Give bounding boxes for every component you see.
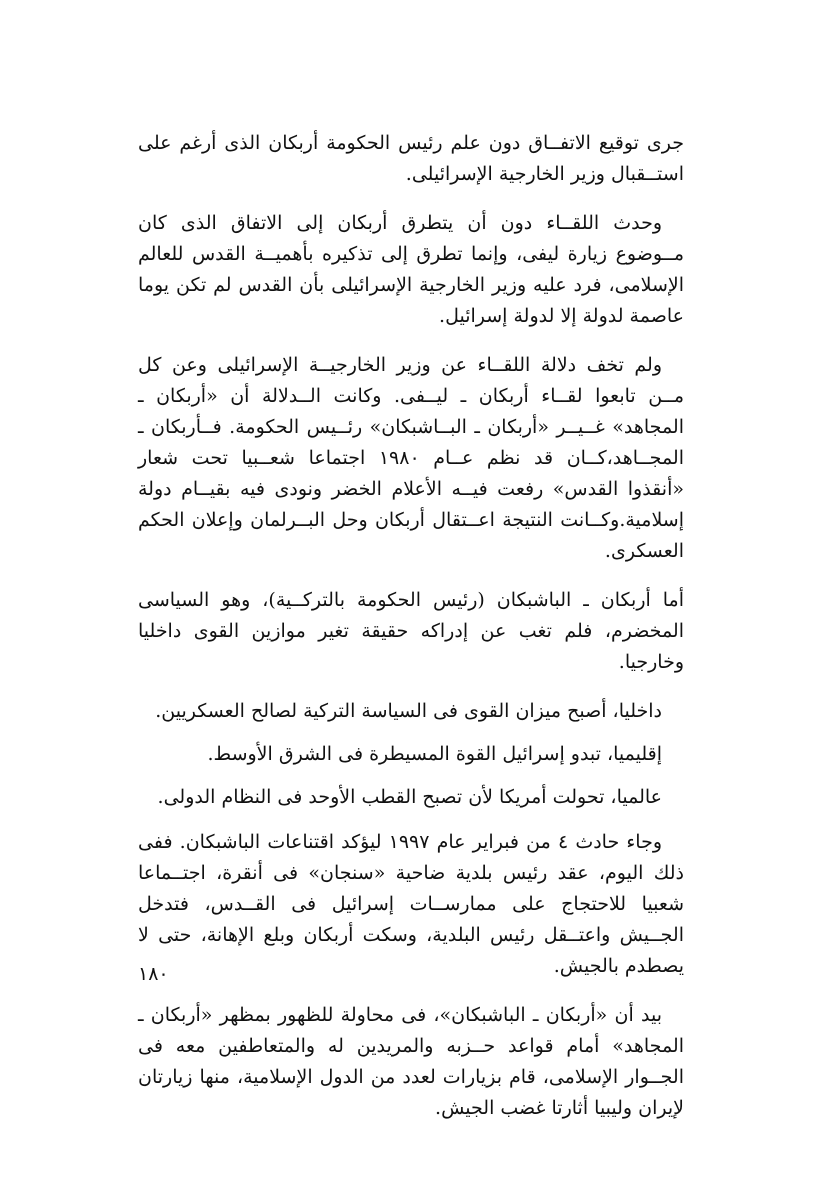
paragraph-5: داخليا، أصبح ميزان القوى فى السياسة التركية لصالح العسكريين. xyxy=(155,700,662,722)
paragraph-8: وجاء حادث ٤ من فبراير عام ١٩٩٧ ليؤكد اقتناعات الباشبكان. ففى ذلك اليوم، عقد رئيس بلدية ضاحية «سنجان» فى أنقرة، اجتــماعا شعبيا للاحتجاج على ممارســات إسرائيل فى القــدس، فتدخل الجــيش واعتــقل رئيس البلدية، وسكت أربكان وبلع الإهانة، حتى لا يصطدم بالجيش. xyxy=(138,831,684,977)
page-number: ١٨٠ xyxy=(138,963,169,985)
paragraph-4: أما أربكان ـ الباشبكان (رئيس الحكومة بالتركــية)، وهو السياسى المخضرم، فلم تغب عن إدراكه حقيقة تغير موازين القوى داخليا وخارجيا. xyxy=(138,589,684,673)
paragraph-2: وحدث اللقــاء دون أن يتطرق أربكان إلى الاتفاق الذى كان مــوضوع زيارة ليفى، وإنما تطرق إلى تذكيره بأهميــة القدس للعالم الإسلامى، فرد عليه وزير الخارجية الإسرائيلى بأن القدس لم تكن يوما عاصمة لدولة إلا لدولة إسرائيل. xyxy=(138,212,684,327)
page-body xyxy=(138,128,684,1142)
paragraph-6: إقليميا، تبدو إسرائيل القوة المسيطرة فى الشرق الأوسط. xyxy=(207,743,662,765)
paragraph-1: جرى توقيع الاتفــاق دون علم رئيس الحكومة أربكان الذى أرغم على استــقبال وزير الخارجية الإسرائيلى. xyxy=(138,132,684,185)
paragraph-9: بيد أن «أربكان ـ الباشبكان»، فى محاولة للظهور بمظهر «أربكان ـ المجاهد» أمام قواعد حــزبه والمريدين له والمتعاطفين معه فى الجــوار الإسلامى، قام بزيارات لعدد من الدول الإسلامية، منها زيارتان لإيران وليبيا أثارتا غضب الجيش. xyxy=(138,1004,684,1119)
paragraph-3: ولم تخف دلالة اللقــاء عن وزير الخارجيــة الإسرائيلى وعن كل مــن تابعوا لقــاء أربكان ـ ليــفى. وكانت الــدلالة أن «أربكان ـ المجاهد» غــيــر «أربكان ـ البــاشبكان» رئــيس الحكومة. فــأربكان ـ المجــاهد،كــان قد نظم عــام ١٩٨٠ اجتماعا شعــبيا تحت شعار «أنقذوا القدس» رفعت فيــه الأعلام الخضر ونودى فيه بقيــام دولة إسلامية.وكــانت النتيجة اعــتقال أربكان وحل البــرلمان وإعلان الحكم العسكرى. xyxy=(138,354,684,562)
paragraph-7: عالميا، تحولت أمريكا لأن تصبح القطب الأوحد فى النظام الدولى. xyxy=(157,786,662,808)
